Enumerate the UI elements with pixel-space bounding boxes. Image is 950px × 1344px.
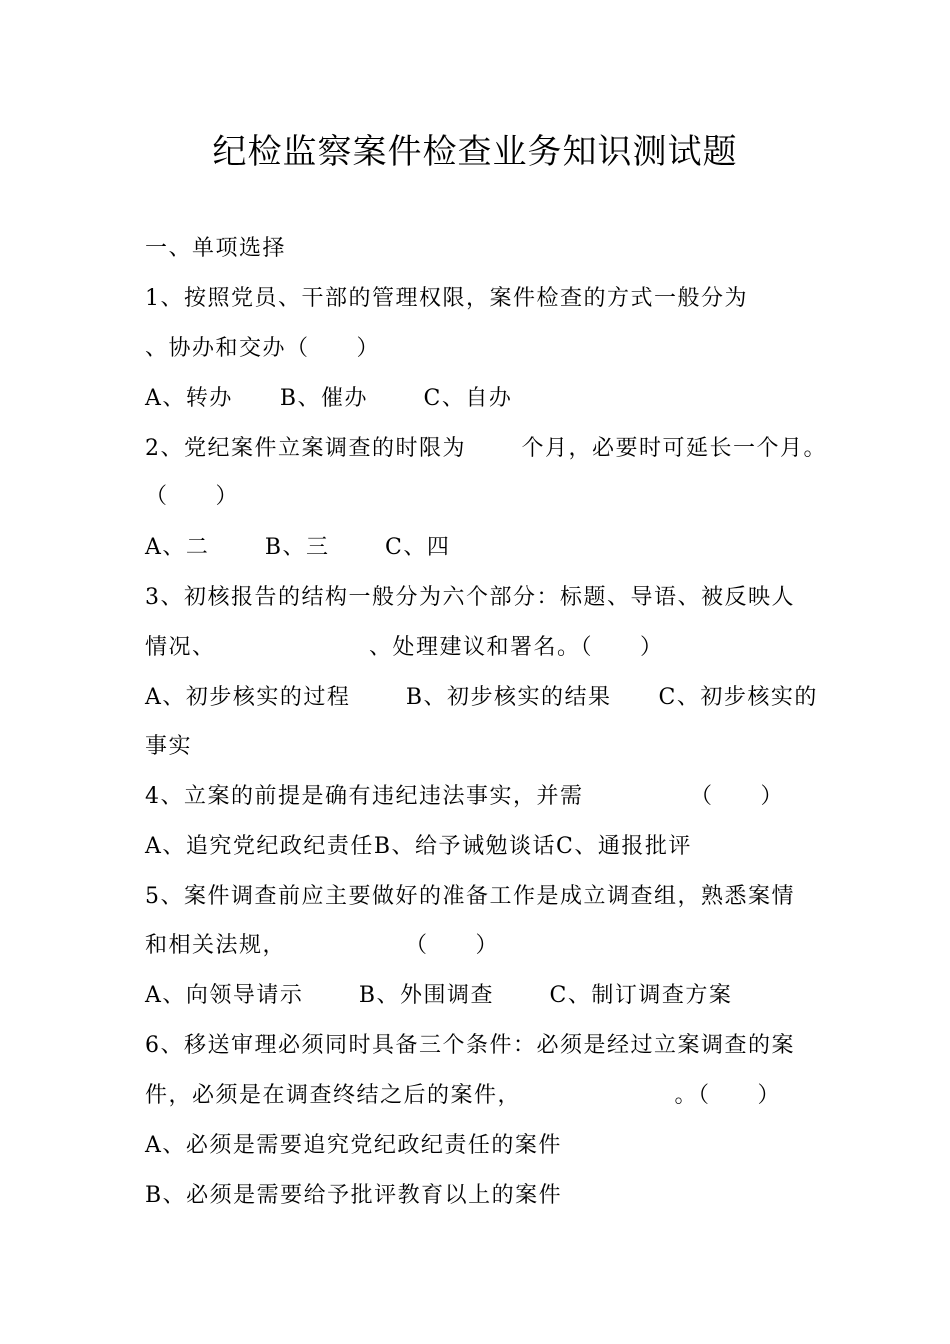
question-6-option-a: A、必须是需要追究党纪政纪责任的案件: [145, 1133, 562, 1158]
question-3-options-line-2: 事实: [145, 734, 193, 759]
question-5-line-2: 和相关法规， （ ）: [145, 933, 500, 958]
question-5-line-1: 5、案件调查前应主要做好的准备工作是成立调查组，熟悉案情: [145, 884, 795, 909]
question-1-options: A、转办 B、催办 C、自办: [145, 386, 513, 411]
question-3-options-line-1: A、初步核实的过程 B、初步核实的结果 C、初步核实的: [145, 685, 818, 710]
question-6-line-1: 6、移送审理必须同时具备三个条件：必须是经过立案调查的案: [145, 1033, 795, 1058]
question-6-option-b: B、必须是需要给予批评教育以上的案件: [145, 1183, 563, 1208]
question-1-line-1: 1、按照党员、干部的管理权限，案件检查的方式一般分为: [145, 286, 748, 311]
question-6-line-2: 件，必须是在调查终结之后的案件， 。（ ）: [145, 1083, 782, 1108]
question-1-line-2: 、协办和交办（ ）: [145, 336, 381, 361]
question-3-line-2: 情况、 、处理建议和署名。（ ）: [145, 635, 664, 660]
document-title: 纪检监察案件检查业务知识测试题: [212, 132, 738, 172]
question-2-line-1: 2、党纪案件立案调查的时限为 个月，必要时可延长一个月。: [145, 436, 827, 461]
question-4: 4、立案的前提是确有违纪违法事实，并需 （ ）: [145, 784, 784, 809]
section-heading: 一、单项选择: [145, 236, 287, 261]
question-4-options: A、追究党纪政纪责任B、给予诫勉谈话C、通报批评: [145, 834, 692, 859]
question-2-options: A、二 B、三 C、四: [145, 535, 451, 560]
question-5-options: A、向领导请示 B、外围调查 C、制订调查方案: [145, 983, 733, 1008]
question-2-line-2: （ ）: [145, 484, 240, 509]
question-3-line-1: 3、初核报告的结构一般分为六个部分：标题、导语、被反映人: [145, 585, 795, 610]
